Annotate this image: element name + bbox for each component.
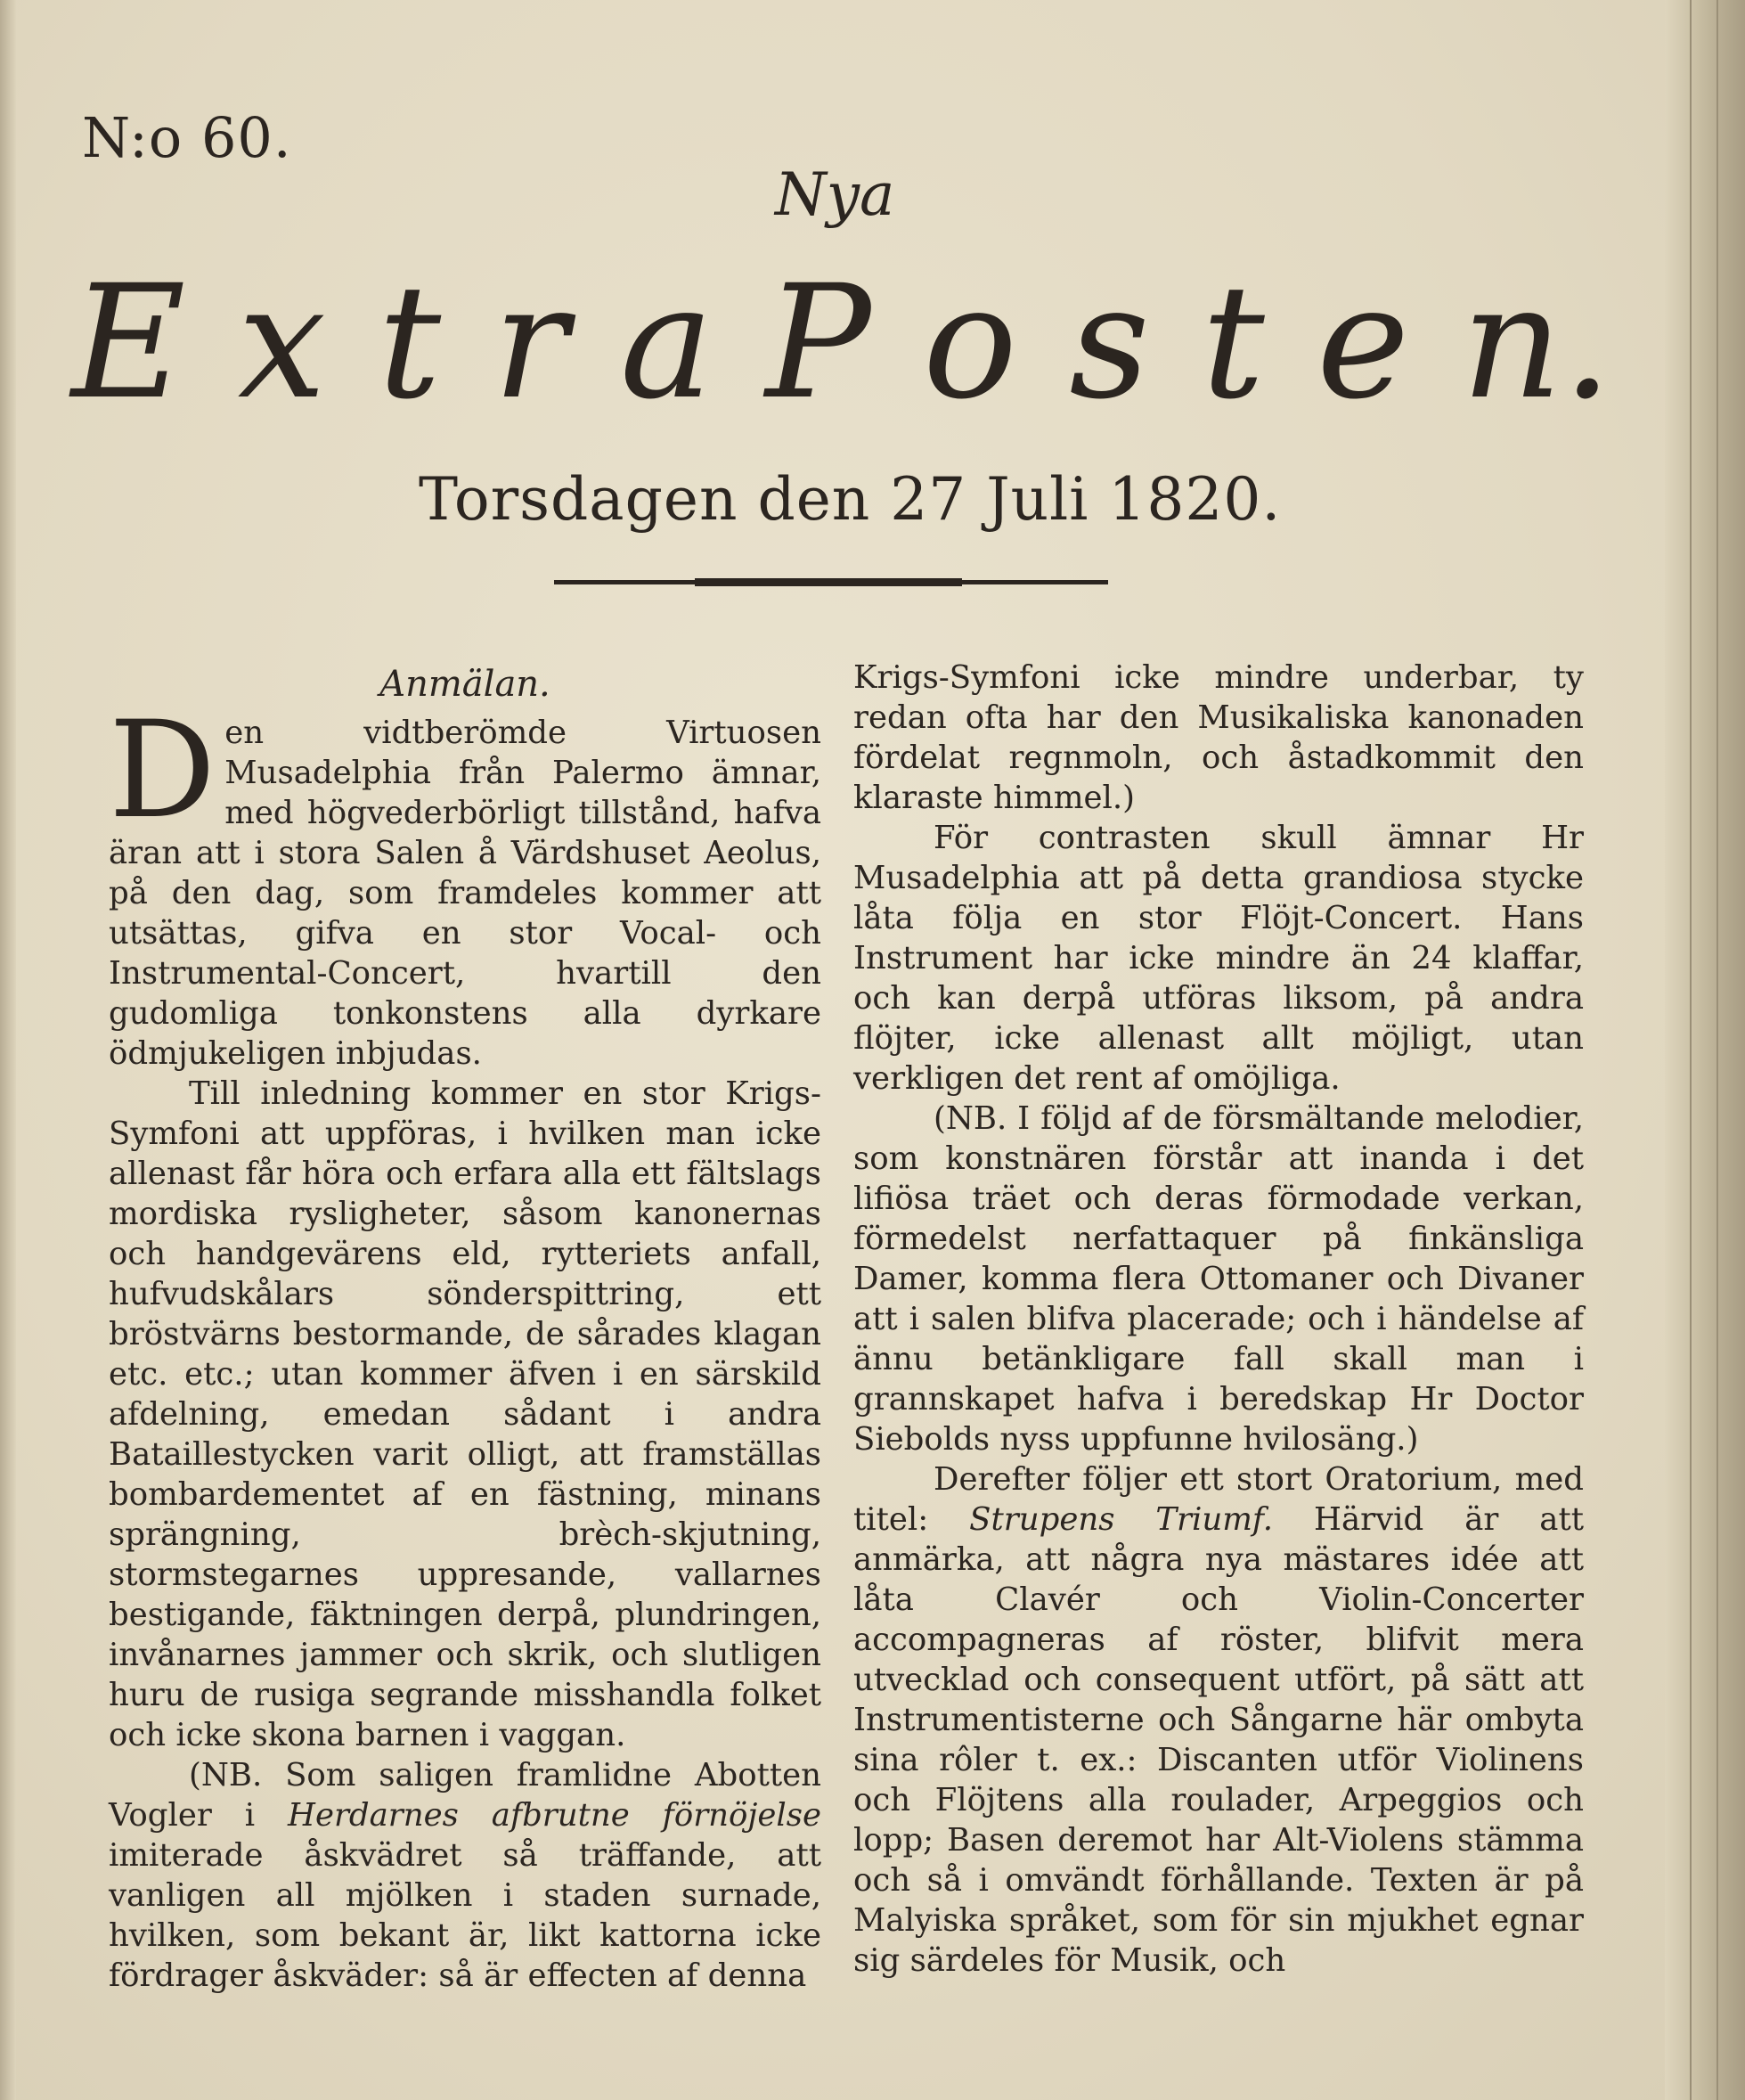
article-paragraph: Krigs-Symfoni icke mindre underbar, ty redan ofta har den Musikaliska kanonaden fördelat regnmoln, och åstadkommit den klaraste himmel.) [853,659,1584,816]
article-paragraph: Till inledning kommer en stor Krigs-Symfoni att uppföras, i hvilken man icke allenast får höra och erfara alla ett fältslags mordiska rysligheter, såsom kanonernas och handgevärens eld, rytteriets anfall, hufvudskålars sönderspittring, ett bröstvärns bestormande, de sårades klagan etc. etc.; utan kommer äfven i en särskild afdelning, emedan sådant i andra Bataillestycken varit olligt, att framställas bombardementet af en fästning, minans sprängning, brèch-skjutning, stormstegarnes uppresande, vallarnes bestigande, fäktningen derpå, plundringen, invånarnes jammer och skrik, och slutligen huru de rusiga segrande misshandla folket och icke skona barnen i vaggan. [109,1075,821,1753]
left-column [109,658,821,1996]
title-letter: r [493,251,568,434]
binding-line [1690,0,1692,2100]
title-letter: t [378,251,442,434]
article-paragraph [853,1459,1584,1981]
title-letter: o [923,251,1018,434]
article-paragraph [109,1755,821,1996]
title-letter: e [1317,251,1410,434]
paragraph-text: en vidtberömde Virtuosen Musadelphia från Palermo ämnar, med högvederbörligt tillstånd, hafva äran att i stora Salen å Värdshuset Aeolus, på den dag, som framdeles kommer att utsättas, gifva en stor Vocal- och Instrumental-Concert, hvartill den gudomliga tonkonstens alla dyrkare ödmjukeligen inbjudas. [109,715,821,1072]
title-letter: x [237,251,327,434]
article-paragraph: För contrasten skull ämnar Hr Musadelphia att på detta grandiosa stycke låta följa en stor Flöjt-Concert. Hans Instrument har icke mindre än 24 klaffar, och kan derpå utföras liksom, på andra flöjter, icke allenast allt möjligt, utan verkligen det rent af omöjliga. [853,820,1584,1097]
title-letter: E [71,251,186,434]
title-letter: n. [1461,251,1612,434]
article-heading: Anmälan. [379,664,550,705]
article-paragraph: (NB. I följd af de försmältande melodier, som konstnären förstår att inanda i det lifiösa träet och deras förmodade verkan, förmedelst nerfattaquer på finkänsliga Damer, komma flera Ottomaner och Divaner att i salen blifva placerade; och i händelse af ännu betänkligare fall skall man i grannskapet hafva i beredskap Hr Doctor Siebolds nyss uppfunne hvilosäng.) [853,1100,1584,1458]
issue-date: Torsdagen den 27 Juli 1820. [419,465,1282,534]
binding-line [1716,0,1718,2100]
masthead-title [71,251,1612,434]
paragraph-text: (NB. Som saligen framlidne Abotten Vogler i [109,1757,821,1834]
title-letter: P [765,251,871,434]
page-left-edge [0,0,16,2100]
paragraph-text: Härvid är att anmärka, att några nya mästares idée att låta Clavér och Violin-Concerter accompagneras af röster, blifvit mera utvecklad och consequent utfört, på sätt att Instrumentisterne och Sångarne här ombyta sina rôler t. ex.: Discanten utför Violinens och Flöjtens alla roulader, Arpeggios och lopp; Basen deremot har Alt-Violens stämma och så i omvändt förhållande. Texten är på Malyiska språket, som för sin mjukhet egnar sig särdeles för Musik, och [853,1501,1584,1979]
title-letter: t [1202,251,1265,434]
drop-cap: D [109,693,216,848]
page-binding-edge [1665,0,1745,2100]
paragraph-text: imiterade åskvädret så träffande, att vanligen all mjölken i staden surnade, hvilken, som bekant är, likt kattorna icke fördrager åskväder: så är effecten af denna [109,1837,821,1994]
masthead-rule-center [695,578,962,586]
title-letter: a [620,251,713,434]
title-letter: s [1069,251,1150,434]
right-column [853,658,1584,1981]
article-paragraph [109,693,821,1074]
italic-title: Herdarnes afbrutne förnöjelse [287,1797,821,1834]
italic-title: Strupens Triumf. [969,1501,1274,1538]
paragraph-text: Derefter följer ett stort Oratorium, med titel: [853,1461,1584,1538]
issue-number: N:o 60. [82,105,292,170]
masthead-nya: Nya [775,160,895,229]
